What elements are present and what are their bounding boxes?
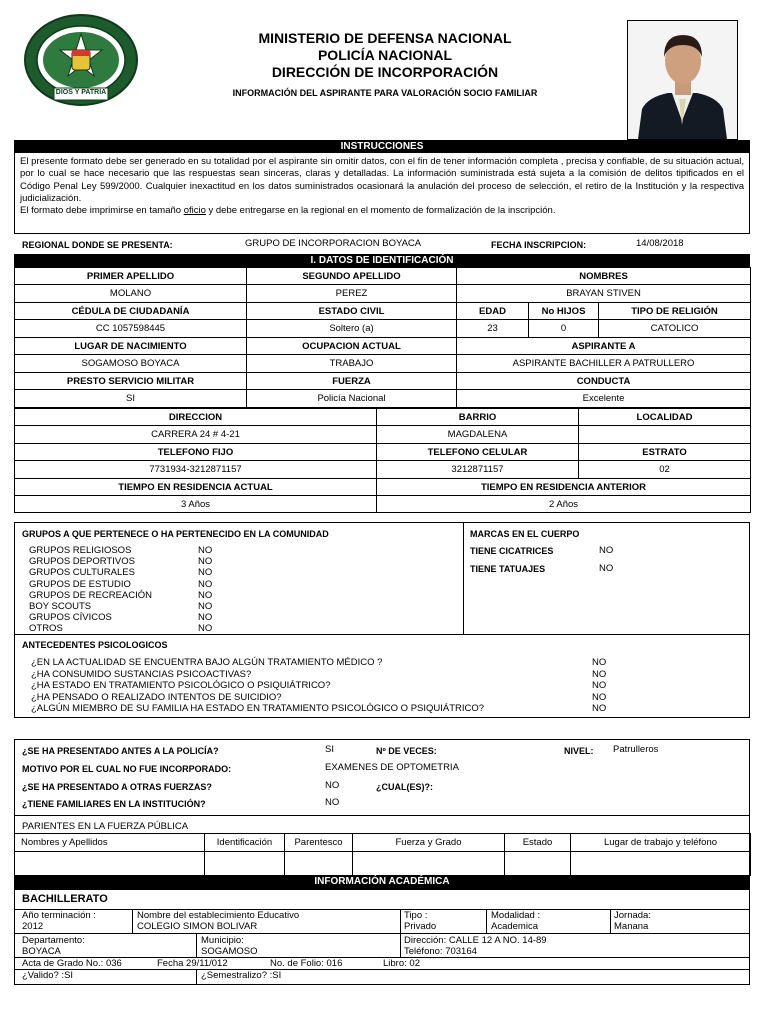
modalidad-label: Modalidad :	[491, 910, 541, 921]
psicologico-respuesta: NO	[592, 691, 607, 703]
h-estrato: ESTRATO	[579, 444, 751, 461]
h-residencia-anterior: TIEMPO EN RESIDENCIA ANTERIOR	[377, 479, 751, 496]
semestralizo	[201, 970, 281, 981]
libro-label: Libro:	[383, 958, 407, 969]
h-ocupacion: OCUPACION ACTUAL	[247, 338, 457, 355]
direccion-colegio-label: Dirección:	[404, 935, 447, 946]
modalidad-value: Academica	[491, 921, 538, 932]
fecha-inscripcion-label: FECHA INSCRIPCION:	[491, 240, 587, 250]
familiares-institucion-value: NO	[325, 797, 340, 808]
valido	[22, 970, 73, 981]
estado-civil: Soltero (a)	[247, 320, 457, 338]
identificacion-table-a	[14, 267, 751, 408]
grupo-label: GRUPOS CÍVICOS	[29, 612, 112, 624]
grupo-value: NO	[198, 556, 213, 568]
departamento-value: BOYACA	[22, 946, 61, 957]
barrio: MAGDALENA	[377, 426, 579, 444]
anio-value: 2012	[22, 921, 44, 932]
telefono-colegio-value: 703164	[445, 946, 477, 957]
otras-fuerzas-label: ¿SE HA PRESENTADO A OTRAS FUERZAS?	[22, 782, 212, 792]
h-aspirante: ASPIRANTE A	[457, 338, 751, 355]
presentado-policia-value: SI	[325, 744, 334, 755]
parientes-table	[14, 833, 751, 876]
psicologico-respuesta: NO	[592, 657, 607, 668]
anio-label: Año terminación :	[22, 910, 96, 921]
presentado-policia-label: ¿SE HA PRESENTADO ANTES A LA POLICÍA?	[22, 746, 219, 756]
acta-value: 036	[105, 958, 122, 969]
motivo-label: MOTIVO POR EL CUAL NO FUE INCORPORADO:	[22, 764, 232, 774]
telefono-fijo: 7731934-3212871157	[15, 461, 377, 479]
h-servicio-militar: PRESTO SERVICIO MILITAR	[15, 373, 247, 390]
aspirante: ASPIRANTE BACHILLER A PATRULLERO	[457, 355, 751, 373]
pariente-estado-cell	[505, 852, 571, 876]
edad: 23	[457, 320, 529, 338]
h-pariente-lugar: Lugar de trabajo y teléfono	[571, 834, 751, 852]
marcas-title: MARCAS EN EL CUERPO	[470, 529, 580, 539]
h-segundo-apellido: SEGUNDO APELLIDO	[247, 268, 457, 285]
pariente-identificacion-cell	[205, 852, 285, 876]
folio	[270, 958, 342, 969]
fecha-grado-value: 29/11/012	[186, 958, 228, 969]
grupo-label: GRUPOS DEPORTIVOS	[29, 556, 135, 568]
telefono-colegio	[404, 946, 477, 957]
otras-fuerzas-value: NO	[325, 780, 340, 791]
grupo-label: GRUPOS CULTURALES	[29, 567, 135, 579]
h-fuerza: FUERZA	[247, 373, 457, 390]
direccion-colegio-value: CALLE 12 A NO. 14-89	[448, 935, 547, 946]
instructions-paragraph	[20, 156, 744, 217]
bachillerato-title: BACHILLERATO	[22, 893, 108, 905]
h-nombres: NOMBRES	[457, 268, 751, 285]
localidad	[579, 426, 751, 444]
identificacion-title: I. DATOS DE IDENTIFICACIÓN	[14, 254, 750, 267]
valido-label: ¿Valido? :	[22, 970, 65, 981]
grupo-label: BOY SCOUTS	[29, 601, 92, 612]
h-direccion: DIRECCION	[15, 409, 377, 426]
grupo-label: GRUPOS DE RECREACIÓN	[29, 589, 152, 601]
nivel-value: Patrulleros	[613, 744, 659, 755]
academica-box	[14, 889, 750, 985]
residencia-actual: 3 Años	[15, 496, 377, 513]
conducta: Excelente	[457, 390, 751, 408]
ocupacion: TRABAJO	[247, 355, 457, 373]
grupo-value: NO	[198, 545, 213, 556]
h-pariente-fuerza: Fuerza y Grado	[353, 834, 505, 852]
tipo-label: Tipo :	[404, 910, 428, 921]
grupo-value: NO	[198, 612, 213, 624]
valido-value: SI	[64, 970, 74, 981]
grupo-label: GRUPOS DE ESTUDIO	[29, 578, 131, 590]
header-policia: POLICÍA NACIONAL	[317, 47, 453, 63]
semestralizo-value: SI	[272, 970, 282, 981]
cuales-label: ¿CUAL(ES)?:	[376, 782, 433, 792]
h-residencia-actual: TIEMPO EN RESIDENCIA ACTUAL	[15, 479, 377, 496]
jornada-value: Manana	[614, 921, 649, 932]
regional-value: GRUPO DE INCORPORACION BOYACA	[245, 238, 422, 249]
departamento-label: Departamento:	[22, 935, 85, 946]
h-edad: EDAD	[457, 303, 529, 320]
fecha-inscripcion-value: 14/08/2018	[636, 238, 684, 249]
estrato: 02	[579, 461, 751, 479]
cicatrices-label: TIENE CICATRICES	[470, 546, 554, 556]
h-religion: TIPO DE RELIGIÓN	[599, 303, 751, 320]
pariente-parentesco-cell	[285, 852, 353, 876]
grupo-value: NO	[198, 567, 213, 579]
police-seal-logo	[22, 12, 140, 108]
folio-value: 016	[326, 958, 343, 969]
jornada-label: Jornada:	[614, 910, 651, 921]
cedula: CC 1057598445	[15, 320, 247, 338]
psicologico-pregunta: ¿ALGÚN MIEMBRO DE SU FAMILIA HA ESTADO EN TRATAMIENTO PSICOLÓGICO O PSIQUIÁTRICO?	[31, 703, 485, 714]
telefono-colegio-label: Teléfono:	[404, 946, 443, 957]
psicologico-respuesta: NO	[592, 680, 607, 691]
residencia-anterior: 2 Años	[377, 496, 751, 513]
h-pariente-parentesco: Parentesco	[285, 834, 353, 852]
tatuajes-label: TIENE TATUAJES	[470, 564, 546, 574]
grupo-value: NO	[198, 601, 213, 612]
servicio-militar: SI	[15, 390, 247, 408]
psicologico-respuesta: NO	[592, 703, 607, 714]
h-telefono-celular: TELEFONO CELULAR	[377, 444, 579, 461]
libro-value: 02	[409, 958, 420, 969]
lugar-nacimiento: SOGAMOSO BOYACA	[15, 355, 247, 373]
municipio-value: SOGAMOSO	[201, 946, 258, 957]
h-primer-apellido: PRIMER APELLIDO	[15, 268, 247, 285]
telefono-celular: 3212871157	[377, 461, 579, 479]
instructions-para2-a: El formato debe imprimirse en tamaño	[20, 205, 184, 217]
instructions-para1: El presente formato debe ser generado en su totalidad por el aspirante sin omitir datos, con el fin de tener información completa , precisa y confiable, de su situación actual, por lo cual se hace necesario que las respuestas sean sinceras, claras y detalladas. La información suministrada está sujeta a la comisión de delitos tipificados en el Código Penal Ley 599/2000. Cualquier inexactitud en los datos suministrados ocasionará la anulación del proceso de selección, el retiro de la Institución y la respectiva judicialización.	[20, 156, 744, 204]
parientes-title: PARIENTES EN LA FUERZA PÚBLICA	[22, 821, 189, 832]
instructions-para2-underline: oficio	[183, 205, 206, 217]
h-pariente-identificacion: Identificación	[205, 834, 285, 852]
fecha-grado	[157, 958, 228, 969]
regional-label: REGIONAL DONDE SE PRESENTA:	[22, 240, 173, 250]
grupo-value: NO	[198, 623, 213, 635]
grupos-title: GRUPOS A QUE PERTENECE O HA PERTENECIDO EN LA COMUNIDAD	[22, 529, 329, 539]
header-ministerio: MINISTERIO DE DEFENSA NACIONAL	[258, 30, 512, 46]
psicologico-pregunta: ¿HA ESTADO EN TRATAMIENTO PSICOLÓGICO O PSIQUIÁTRICO?	[31, 680, 331, 691]
seal-motto: DIOS Y PATRIA	[55, 89, 107, 96]
psicologico-pregunta: ¿HA PENSADO O REALIZADO INTENTOS DE SUICIDIO?	[31, 691, 282, 703]
identificacion-table-c	[14, 478, 751, 513]
municipio-label: Municipio:	[201, 935, 244, 946]
numero-veces-label: Nº DE VECES:	[376, 746, 437, 756]
acta-label: Acta de Grado No.:	[22, 958, 104, 969]
h-conducta: CONDUCTA	[457, 373, 751, 390]
motivo-value: EXAMENES DE OPTOMETRIA	[325, 762, 459, 773]
h-cedula: CÉDULA DE CIUDADANÍA	[15, 303, 247, 320]
h-localidad: LOCALIDAD	[579, 409, 751, 426]
nombres: BRAYAN STIVEN	[457, 285, 751, 303]
establecimiento-value: COLEGIO SIMON BOLIVAR	[137, 921, 258, 932]
academica-title: INFORMACIÓN ACADÉMICA	[14, 875, 750, 889]
header-direccion: DIRECCIÓN DE INCORPORACIÓN	[271, 64, 499, 80]
psicologicos-title: ANTECEDENTES PSICOLOGICOS	[22, 640, 168, 650]
grupo-label: OTROS	[29, 623, 63, 635]
h-telefono-fijo: TELEFONO FIJO	[15, 444, 377, 461]
direccion-colegio	[404, 935, 547, 946]
h-pariente-estado: Estado	[505, 834, 571, 852]
instructions-title: INSTRUCCIONES	[15, 141, 749, 153]
h-pariente-nombres: Nombres y Apellidos	[15, 834, 205, 852]
grupo-label: GRUPOS RELIGIOSOS	[29, 545, 132, 556]
acta-grado	[22, 958, 122, 969]
segundo-apellido: PEREZ	[247, 285, 457, 303]
religion: CATOLICO	[599, 320, 751, 338]
pariente-nombres-cell	[15, 852, 205, 876]
nivel-label: NIVEL:	[564, 746, 594, 756]
direccion: CARRERA 24 # 4-21	[15, 426, 377, 444]
familiares-institucion-label: ¿TIENE FAMILIARES EN LA INSTITUCIÓN?	[22, 799, 206, 809]
header-subtitle: INFORMACIÓN DEL ASPIRANTE PARA VALORACIÓN SOCIO FAMILIAR	[232, 88, 538, 98]
primer-apellido: MOLANO	[15, 285, 247, 303]
establecimiento-label: Nombre del establecimiento Educativo	[137, 910, 300, 921]
h-barrio: BARRIO	[377, 409, 579, 426]
hijos: 0	[529, 320, 599, 338]
fuerza: Policía Nacional	[247, 390, 457, 408]
h-hijos: No HIJOS	[529, 303, 599, 320]
h-estado-civil: ESTADO CIVIL	[247, 303, 457, 320]
grupo-value: NO	[198, 589, 213, 601]
tatuajes-value: NO	[599, 563, 614, 574]
psicologico-respuesta: NO	[592, 668, 607, 680]
libro	[383, 958, 420, 969]
psicologico-pregunta: ¿HA CONSUMIDO SUSTANCIAS PSICOACTIVAS?	[31, 668, 252, 680]
psicologico-pregunta: ¿EN LA ACTUALIDAD SE ENCUENTRA BAJO ALGÚN TRATAMIENTO MÉDICO ?	[31, 657, 383, 668]
instructions-para2-b: y debe entregarse en la regional en el momento de formalización de la inscripción.	[205, 205, 556, 217]
applicant-photo	[627, 20, 738, 140]
tipo-value: Privado	[404, 921, 437, 932]
pariente-lugar-cell	[571, 852, 751, 876]
semestralizo-label: ¿Semestralizo? :	[201, 970, 273, 981]
fecha-grado-label: Fecha	[157, 958, 184, 969]
identificacion-table-b	[14, 408, 751, 479]
pariente-fuerza-cell	[353, 852, 505, 876]
cicatrices-value: NO	[599, 545, 614, 556]
grupo-value: NO	[198, 578, 213, 590]
folio-label: No. de Folio:	[270, 958, 324, 969]
h-lugar-nacimiento: LUGAR DE NACIMIENTO	[15, 338, 247, 355]
